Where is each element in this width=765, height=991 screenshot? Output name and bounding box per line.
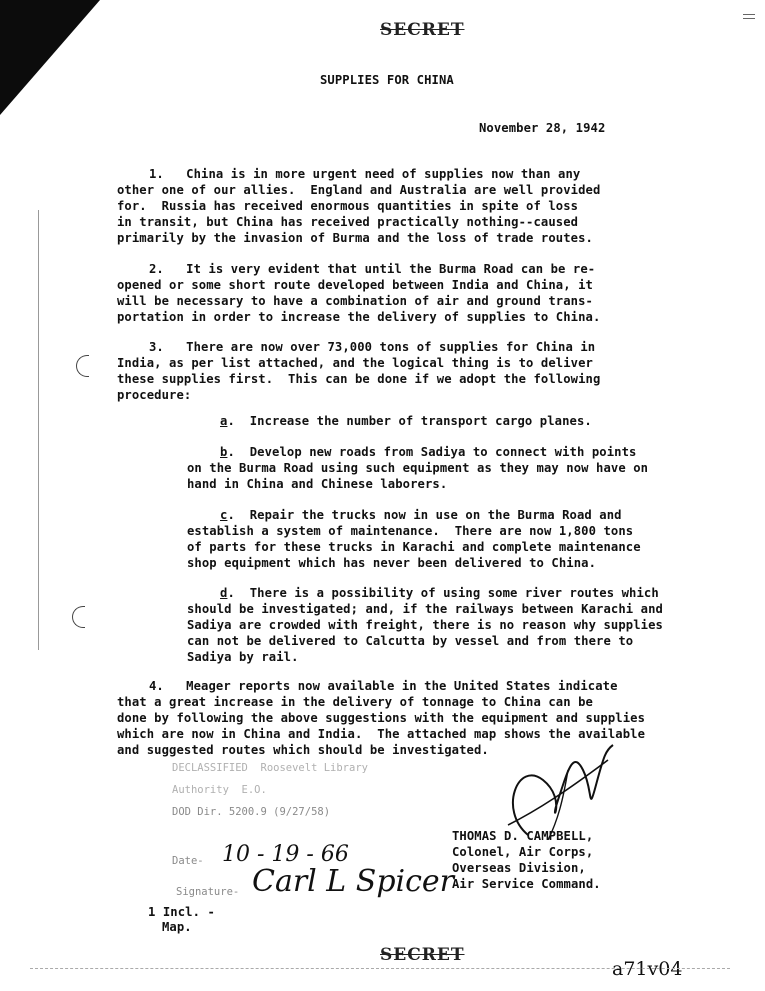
paragraph-4-line: 4. Meager reports now available in the United States indicate [149, 679, 618, 693]
paragraph-2-line: portation in order to increase the delivery of supplies to China. [117, 310, 601, 324]
signatory-name: THOMAS D. CAMPBELL, [452, 829, 594, 843]
signatory-command: Air Service Command. [452, 877, 601, 891]
subparagraph-d-line: Sadiya are crowded with freight, there is no reason why supplies [187, 618, 663, 632]
signatory-rank: Colonel, Air Corps, [452, 845, 594, 859]
subparagraph-d: d. There is a possibility of using some river routes which [220, 586, 659, 600]
subparagraph-letter: c [220, 508, 228, 522]
paragraph-4-line: which are now in China and India. The attached map shows the available [117, 727, 646, 741]
subparagraph-b: b. Develop new roads from Sadiya to connect with points [220, 445, 637, 459]
subparagraph-c-line: establish a system of maintenance. There are now 1,800 tons [187, 524, 634, 538]
paragraph-4-line: that a great increase in the delivery of tonnage to China can be [117, 695, 593, 709]
file-number: a71v04 [612, 958, 683, 980]
declassification-date-label: Date- [172, 855, 204, 867]
paragraph-3-line: India, as per list attached, and the logical thing is to deliver [117, 356, 593, 370]
subparagraph-c: c. Repair the trucks now in use on the Burma Road and [220, 508, 622, 522]
classification-stamp-top: SECRET [380, 20, 465, 40]
subparagraph-a: a. Increase the number of transport cargo planes. [220, 414, 592, 428]
document-date: November 28, 1942 [479, 121, 606, 135]
declassification-date: 10 - 19 - 66 [222, 842, 349, 867]
paragraph-1-line: 1. China is in more urgent need of supplies now than any [149, 167, 581, 181]
bottom-edge-line [30, 968, 730, 969]
subparagraph-d-line: can not be delivered to Calcutta by vessel and from there to [187, 634, 634, 648]
margin-mark [743, 14, 755, 15]
subparagraph-b-line: on the Burma Road using such equipment as they may now have on [187, 461, 649, 475]
subparagraph-text: Increase the number of transport cargo planes. [249, 414, 592, 428]
paragraph-3-line: procedure: [117, 388, 192, 402]
subparagraph-d-line: Sadiya by rail. [187, 650, 299, 664]
paragraph-3-line: these supplies first. This can be done if we adopt the following [117, 372, 601, 386]
subparagraph-c-line: shop equipment which has never been delivered to China. [187, 556, 597, 570]
classification-stamp-bottom: SECRET [380, 945, 465, 965]
margin-mark [743, 18, 755, 19]
declassification-stamp-line: Authority E.O. [172, 784, 267, 796]
folded-corner [0, 0, 100, 115]
paragraph-1-line: in transit, but China has received practically nothing--caused [117, 215, 579, 229]
paragraph-2-line: 2. It is very evident that until the Burma Road can be re- [149, 262, 596, 276]
paragraph-2-line: will be necessary to have a combination of air and ground trans- [117, 294, 593, 308]
paragraph-3-line: 3. There are now over 73,000 tons of supplies for China in [149, 340, 596, 354]
subparagraph-b-line: hand in China and Chinese laborers. [187, 477, 448, 491]
subparagraph-text: Develop new roads from Sadiya to connect with points [249, 445, 637, 459]
enclosure-line: Map. [162, 920, 192, 934]
officer-signature-scribble [488, 740, 618, 840]
handwritten-signature: Carl L Spicer [252, 864, 455, 899]
declassification-stamp-line: DECLASSIFIED Roosevelt Library [172, 762, 368, 774]
paragraph-1-line: other one of our allies. England and Australia are well provided [117, 183, 601, 197]
subparagraph-text: There is a possibility of using some river routes which [249, 586, 659, 600]
page-edge-line [38, 210, 39, 650]
paragraph-4-line: and suggested routes which should be investigated. [117, 743, 489, 757]
signatory-division: Overseas Division, [452, 861, 586, 875]
subparagraph-c-line: of parts for these trucks in Karachi and complete maintenance [187, 540, 641, 554]
subparagraph-text: Repair the trucks now in use on the Burma Road and [249, 508, 622, 522]
subparagraph-letter: b [220, 445, 228, 459]
enclosure-line: 1 Incl. - [148, 905, 215, 919]
subparagraph-letter: d [220, 586, 228, 600]
subparagraph-letter: a [220, 414, 228, 428]
subparagraph-d-line: should be investigated; and, if the railways between Karachi and [187, 602, 663, 616]
paragraph-2-line: opened or some short route developed between India and China, it [117, 278, 593, 292]
paragraph-1-line: primarily by the invasion of Burma and the loss of trade routes. [117, 231, 593, 245]
declassification-stamp-line: DOD Dir. 5200.9 (9/27/58) [172, 806, 331, 818]
punch-hole-top [76, 355, 89, 377]
signature-label: Signature- [176, 886, 240, 898]
paragraph-1-line: for. Russia has received enormous quantities in spite of loss [117, 199, 579, 213]
document-title: SUPPLIES FOR CHINA [320, 73, 454, 87]
punch-hole-bottom [72, 606, 85, 628]
paragraph-4-line: done by following the above suggestions with the equipment and supplies [117, 711, 646, 725]
